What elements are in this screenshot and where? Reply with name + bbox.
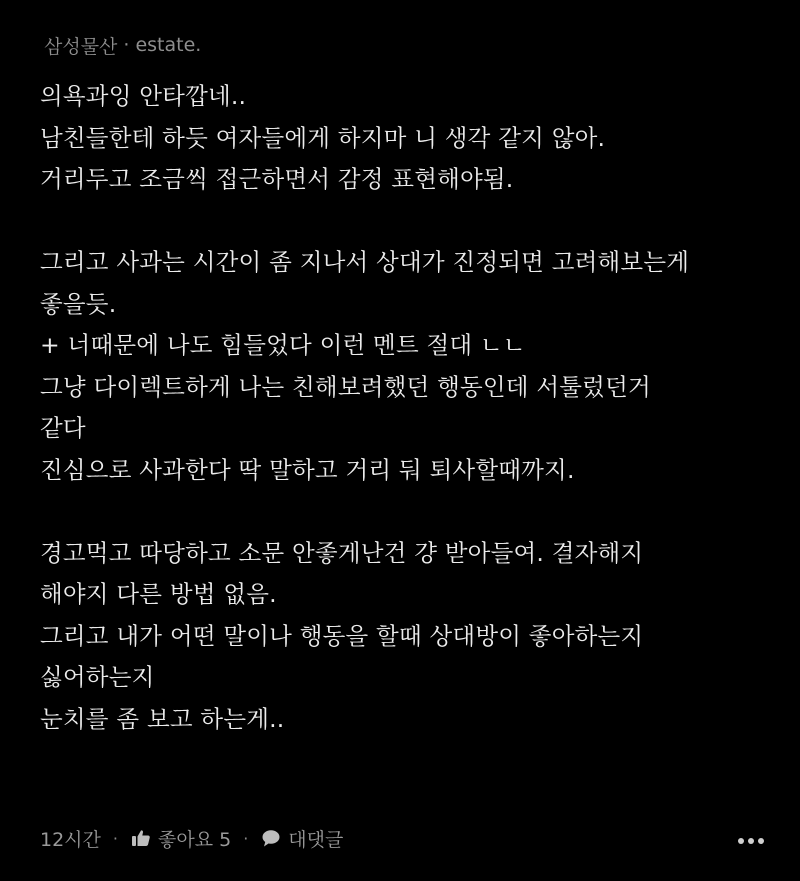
comment-header	[44, 30, 201, 60]
comment-line: 경고먹고 따당하고 소문 안좋게난건 걍 받아들여. 결자해지	[40, 538, 644, 567]
comment-line: + 너때문에 나도 힘들었다 이런 멘트 절대 ㄴㄴ	[40, 331, 526, 359]
more-dots-icon[interactable]	[738, 838, 764, 844]
author-handle[interactable]: estate.	[135, 34, 202, 56]
comment-line: 그냥 다이렉트하게 나는 친해보려했던 행동인데 서툴렀던거	[40, 372, 651, 401]
timestamp: 12시간	[40, 828, 101, 851]
comment-line: 의욕과잉 안타깝네..	[40, 82, 247, 110]
more-dot	[758, 838, 764, 844]
comment-footer	[40, 822, 770, 854]
comment-line: 남친들한테 하듯 여자들에게 하지마 니 생각 같지 않아.	[40, 123, 606, 152]
comment-line: 진심으로 사과한다 딱 말하고 거리 둬 퇴사할때까지.	[40, 455, 575, 484]
comment-blank-line	[40, 491, 780, 533]
comment-blank-line	[40, 201, 780, 243]
reply-label: 대댓글	[288, 828, 344, 851]
speech-bubble-icon	[260, 827, 282, 849]
comment-line: 싫어하는지	[40, 663, 155, 691]
author-separator: ·	[123, 34, 130, 56]
footer-separator: ·	[243, 828, 249, 848]
more-dot	[738, 838, 744, 844]
comment-line: 좋을듯.	[40, 289, 117, 318]
comment-line: 거리두고 조금씩 접근하면서 감정 표현해야됨.	[40, 165, 514, 193]
like-label: 좋아요 5	[157, 828, 232, 851]
comment-line: 그리고 내가 어떤 말이나 행동을 할때 상대방이 좋아하는지	[40, 621, 644, 650]
thumbs-up-icon	[130, 827, 152, 849]
more-dot	[748, 838, 754, 844]
comment-body	[40, 76, 780, 740]
reply-button[interactable]	[260, 825, 343, 852]
comment-line: 해야지 다른 방법 없음.	[40, 580, 277, 608]
author-name[interactable]: 삼성물산	[44, 35, 118, 58]
comment-line: 눈치를 좀 보고 하는게..	[40, 704, 285, 733]
footer-separator: ·	[112, 828, 118, 848]
comment-line: 같다	[40, 414, 86, 442]
like-button[interactable]	[130, 825, 231, 852]
comment-line: 그리고 사과는 시간이 좀 지나서 상대가 진정되면 고려해보는게	[40, 248, 690, 276]
